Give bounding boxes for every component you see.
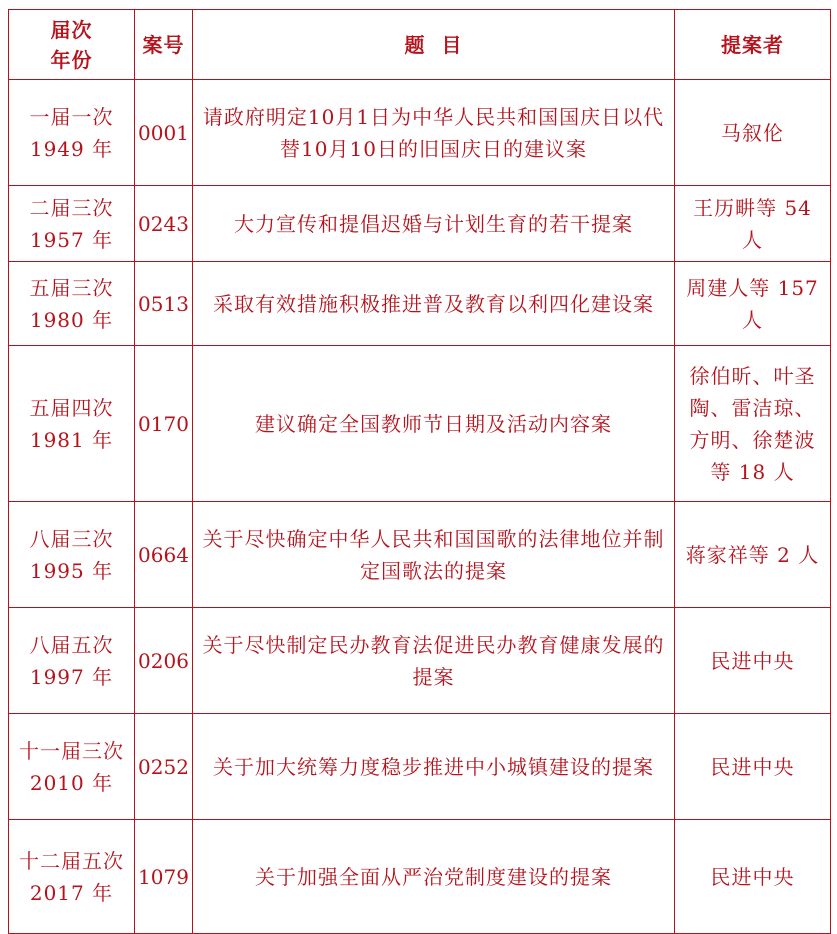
proposal-table-wrapper <box>8 9 831 934</box>
proposal-table <box>8 9 831 934</box>
proposer-cell: 蒋家祥等 2 人 <box>675 502 831 608</box>
session-cell <box>9 714 135 820</box>
number-cell: 1079 <box>135 820 193 934</box>
table-row <box>9 714 831 820</box>
session-text: 十一届三次 <box>19 738 124 763</box>
proposer-cell: 民进中央 <box>675 608 831 714</box>
header-title <box>193 10 675 80</box>
year-text: 1957 年 <box>29 227 114 252</box>
proposer-cell: 民进中央 <box>675 714 831 820</box>
number-cell: 0170 <box>135 346 193 502</box>
year-text: 1995 年 <box>29 558 114 583</box>
number-cell: 0252 <box>135 714 193 820</box>
session-cell <box>9 502 135 608</box>
header-year: 年份 <box>50 47 93 72</box>
session-text: 八届五次 <box>29 632 114 657</box>
session-cell <box>9 346 135 502</box>
title-cell: 关于尽快制定民办教育法促进民办教育健康发展的提案 <box>193 608 675 714</box>
session-cell <box>9 820 135 934</box>
session-text: 五届三次 <box>29 275 114 300</box>
proposer-cell: 周建人等 157 人 <box>675 262 831 346</box>
year-text: 2010 年 <box>29 770 114 795</box>
number-cell: 0206 <box>135 608 193 714</box>
session-cell <box>9 186 135 262</box>
header-session: 届次 <box>50 17 93 42</box>
table-row <box>9 820 831 934</box>
session-cell <box>9 80 135 186</box>
session-text: 八届三次 <box>29 526 114 551</box>
title-cell: 关于尽快确定中华人民共和国国歌的法律地位并制定国歌法的提案 <box>193 502 675 608</box>
table-row <box>9 186 831 262</box>
proposer-cell: 民进中央 <box>675 820 831 934</box>
title-cell: 关于加强全面从严治党制度建设的提案 <box>193 820 675 934</box>
session-text: 五届四次 <box>29 395 114 420</box>
title-cell: 采取有效措施积极推进普及教育以利四化建设案 <box>193 262 675 346</box>
table-row <box>9 346 831 502</box>
year-text: 1981 年 <box>29 427 114 452</box>
proposer-cell: 王历畊等 54 人 <box>675 186 831 262</box>
header-session-year <box>9 10 135 80</box>
title-cell: 大力宣传和提倡迟婚与计划生育的若干提案 <box>193 186 675 262</box>
year-text: 1980 年 <box>29 307 114 332</box>
session-text: 二届三次 <box>29 195 114 220</box>
proposer-cell: 徐伯昕、叶圣陶、雷洁琼、方明、徐楚波等 18 人 <box>675 346 831 502</box>
header-number: 案号 <box>135 10 193 80</box>
table-row <box>9 80 831 186</box>
title-cell: 关于加大统筹力度稳步推进中小城镇建设的提案 <box>193 714 675 820</box>
header-proposer: 提案者 <box>675 10 831 80</box>
number-cell: 0243 <box>135 186 193 262</box>
session-cell <box>9 608 135 714</box>
table-row <box>9 502 831 608</box>
table-row <box>9 262 831 346</box>
session-text: 一届一次 <box>29 104 114 129</box>
session-cell <box>9 262 135 346</box>
number-cell: 0664 <box>135 502 193 608</box>
year-text: 2017 年 <box>29 880 114 905</box>
year-text: 1997 年 <box>29 664 114 689</box>
session-text: 十二届五次 <box>19 848 124 873</box>
header-title-text: 题 目 <box>404 32 463 57</box>
number-cell: 0513 <box>135 262 193 346</box>
table-row <box>9 608 831 714</box>
title-cell: 建议确定全国教师节日期及活动内容案 <box>193 346 675 502</box>
proposer-cell: 马叙伦 <box>675 80 831 186</box>
year-text: 1949 年 <box>29 136 114 161</box>
number-cell: 0001 <box>135 80 193 186</box>
title-cell: 请政府明定10月1日为中华人民共和国国庆日以代替10月10日的旧国庆日的建议案 <box>193 80 675 186</box>
table-header-row <box>9 10 831 80</box>
